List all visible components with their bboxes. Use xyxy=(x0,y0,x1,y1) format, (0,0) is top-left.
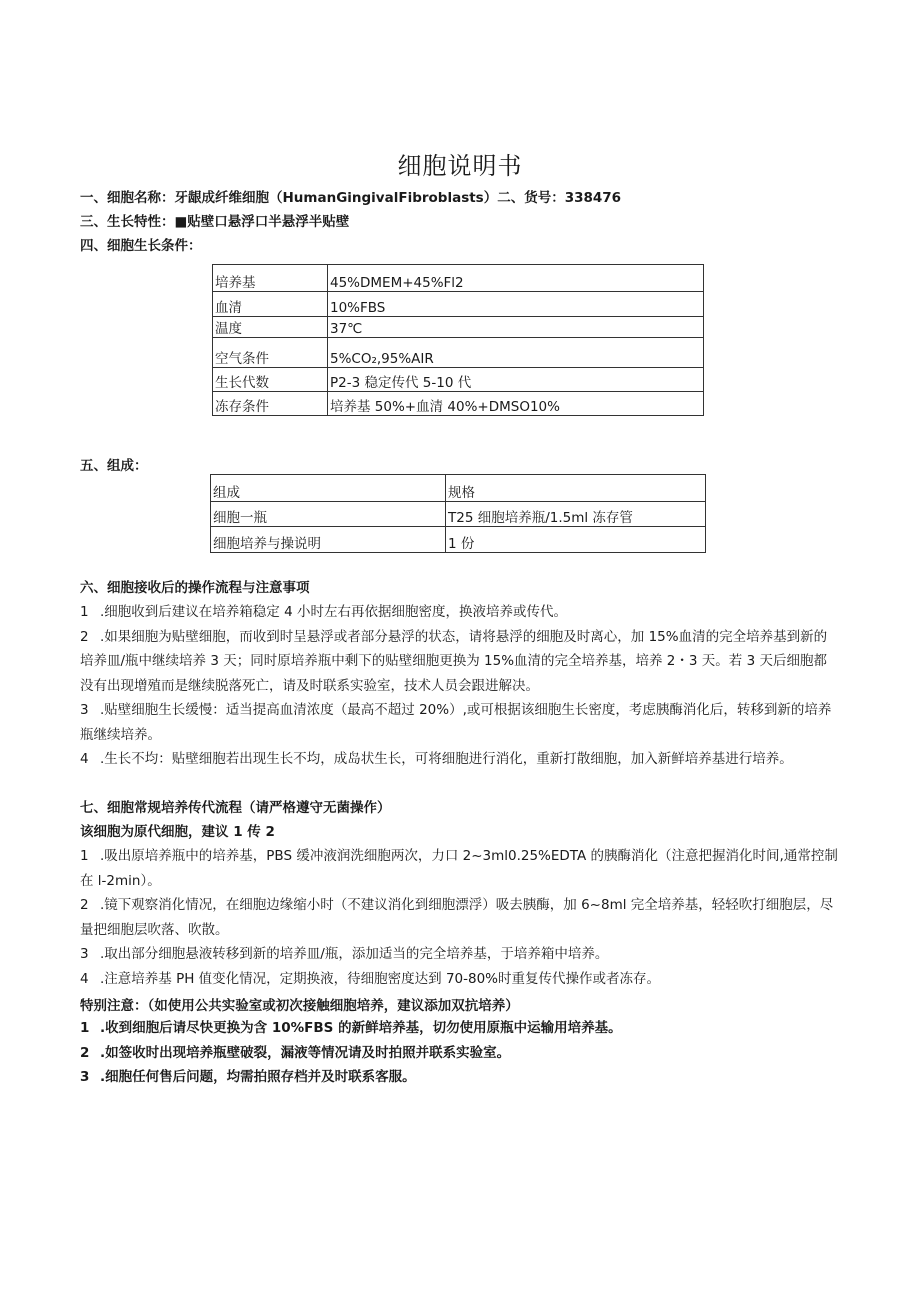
list-item xyxy=(80,1065,840,1090)
table-cell: T25 细胞培养瓶/1.5ml 冻存管 xyxy=(446,502,706,527)
table-row xyxy=(213,392,704,416)
condition-value: P2-3 稳定传代 5-10 代 xyxy=(328,368,704,392)
section7-heading: 七、细胞常规培养传代流程（请严格遵守无菌操作） xyxy=(80,800,391,816)
item-number: 1 xyxy=(80,848,89,864)
condition-value: 45%DMEM+45%Fl2 xyxy=(328,265,704,292)
item-text: .贴壁细胞生长缓慢：适当提高血清浓度（最高不超过 20%）,或可根据该细胞生长密度，考虑胰酶消化后，转移到新的培养瓶继续培养。 xyxy=(80,702,832,743)
table-row xyxy=(211,475,706,502)
list-item xyxy=(80,844,840,893)
item-text: .生长不均：贴壁细胞若出现生长不均，成岛状生长，可将细胞进行消化，重新打散细胞，加入新鲜培养基进行培养。 xyxy=(100,751,793,767)
item-number: 2 xyxy=(80,897,89,913)
condition-value: 培养基 50%+血清 40%+DMSO10% xyxy=(328,392,704,416)
item-number: 2 xyxy=(80,628,89,645)
condition-value: 37℃ xyxy=(328,317,704,338)
table-cell: 细胞培养与操说明 xyxy=(211,527,446,553)
table-row xyxy=(213,292,704,317)
section7-list xyxy=(80,844,840,991)
list-item xyxy=(80,1041,840,1066)
composition-heading: 五、组成： xyxy=(80,458,148,474)
condition-label: 血清 xyxy=(213,292,328,317)
column-header: 规格 xyxy=(446,475,706,502)
composition-table xyxy=(210,474,706,553)
item-number: 3 xyxy=(80,1069,90,1085)
item-text: .收到细胞后请尽快更换为含 10%FBS 的新鲜培养基，切勿使用原瓶中运输用培养基。 xyxy=(100,1020,622,1036)
growth-characteristics: 三、生长特性：■贴壁口悬浮口半悬浮半贴壁 xyxy=(80,214,350,230)
item-number: 4 xyxy=(80,970,89,987)
cell-name-line: 一、细胞名称：牙龈成纤维细胞（HumanGingivalFibroblasts）二、货号：338476 xyxy=(80,190,622,206)
special-notes-list xyxy=(80,1016,840,1090)
list-item xyxy=(80,942,840,967)
growth-conditions-heading: 四、细胞生长条件： xyxy=(80,238,202,254)
item-text: .如签收时出现培养瓶壁破裂，漏液等情况请及时拍照并联系实验室。 xyxy=(100,1044,511,1061)
item-number: 1 xyxy=(80,1020,90,1036)
item-number: 2 xyxy=(80,1044,90,1061)
special-notes-heading: 特别注意：（如使用公共实验室或初次接触细胞培养，建议添加双抗培养） xyxy=(80,998,519,1014)
condition-label: 培养基 xyxy=(213,265,328,292)
table-row xyxy=(211,502,706,527)
growth-conditions-table xyxy=(212,264,704,416)
table-cell: 1 份 xyxy=(446,527,706,553)
page-title: 细胞说明书 xyxy=(397,152,523,180)
section7-note: 该细胞为原代细胞，建议 1 传 2 xyxy=(80,824,275,840)
item-text: .吸出原培养瓶中的培养基，PBS 缓冲液润洗细胞两次，力口 2~3ml0.25%EDTA 的胰酶消化（注意把握消化时间,通常控制在 l-2min）。 xyxy=(80,848,838,889)
section6-list xyxy=(80,600,840,772)
item-text: .如果细胞为贴壁细胞，而收到时呈悬浮或者部分悬浮的状态，请将悬浮的细胞及时离心，加 15%血清的完全培养基到新的培养皿/瓶中继续培养 3 天；同时原培养瓶中剩下的贴壁细胞更换为 15%血清的完全培养基，培养 2・3 天。若 3 天后细胞都没有出现增殖而是继续脱落死亡，请及时联系实验室，技术人员会跟进解决。 xyxy=(80,628,828,694)
item-number: 1 xyxy=(80,604,89,620)
item-number: 4 xyxy=(80,751,89,767)
section6-heading: 六、细胞接收后的操作流程与注意事项 xyxy=(80,580,310,596)
condition-value: 10%FBS xyxy=(328,292,704,317)
table-row xyxy=(213,368,704,392)
item-text: .镜下观察消化情况，在细胞边缘缩小时（不建议消化到细胞漂浮）吸去胰酶，加 6~8ml 完全培养基，轻轻吹打细胞层，尽量把细胞层吹落、吹散。 xyxy=(80,897,834,938)
condition-label: 冻存条件 xyxy=(213,392,328,416)
item-text: .取出部分细胞悬液转移到新的培养皿/瓶，添加适当的完全培养基，于培养箱中培养。 xyxy=(100,946,609,962)
item-text: .细胞收到后建议在培养箱稳定 4 小时左右再依据细胞密度，换液培养或传代。 xyxy=(100,604,567,620)
table-row xyxy=(211,527,706,553)
item-text: .细胞任何售后问题，均需拍照存档并及时联系客服。 xyxy=(100,1069,416,1085)
item-number: 3 xyxy=(80,946,89,962)
list-item xyxy=(80,1016,840,1041)
condition-label: 空气条件 xyxy=(213,338,328,368)
list-item xyxy=(80,747,840,772)
condition-label: 温度 xyxy=(213,317,328,338)
list-item xyxy=(80,893,840,942)
item-text: .注意培养基 PH 值变化情况，定期换液，待细胞密度达到 70-80%时重复传代操作或者冻存。 xyxy=(100,970,661,987)
condition-value: 5%CO₂,95%AIR xyxy=(328,338,704,368)
list-item xyxy=(80,698,840,747)
table-row xyxy=(213,317,704,338)
item-number: 3 xyxy=(80,702,89,718)
column-header: 组成 xyxy=(211,475,446,502)
list-item xyxy=(80,625,840,699)
condition-label: 生长代数 xyxy=(213,368,328,392)
table-row xyxy=(213,338,704,368)
list-item xyxy=(80,600,840,625)
table-row xyxy=(213,265,704,292)
list-item xyxy=(80,967,840,992)
table-cell: 细胞一瓶 xyxy=(211,502,446,527)
